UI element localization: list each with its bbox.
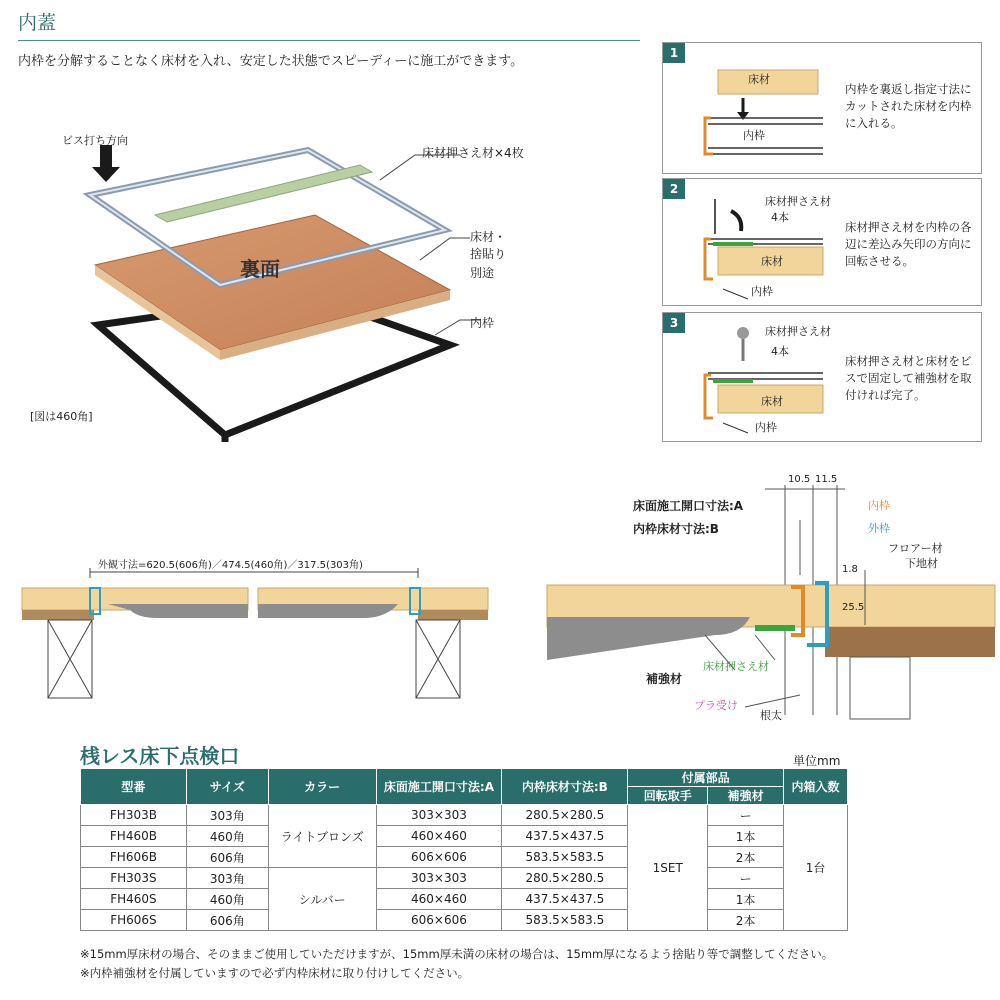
- dim-1-8: 1.8: [842, 564, 858, 575]
- table-row: [81, 847, 848, 868]
- cell-model: FH460S: [81, 889, 187, 910]
- step-number-1: 1: [663, 43, 685, 63]
- screw-direction-label: ビス打ち方向: [62, 134, 128, 147]
- cell-color-silver: シルバー: [268, 868, 376, 931]
- cell-size: 460角: [186, 889, 268, 910]
- cell-reinforce: 1本: [708, 889, 784, 910]
- cell-model: FH460B: [81, 826, 187, 847]
- table-title: 桟レス床下点検口: [80, 744, 240, 768]
- header-color: カラー: [268, 769, 376, 805]
- cell-qty: 1台: [784, 805, 848, 931]
- step-1-text: 内枠を裏返し指定寸法にカットされた床材を内枠に入れる。: [845, 82, 972, 130]
- cell-dim-b: 583.5×583.5: [502, 910, 628, 931]
- step-3-holder-label: 床材押さえ材: [765, 325, 831, 338]
- note-2: ※内枠補強材を付属していますので必ず内枠床材に取り付けしてください。: [80, 966, 470, 980]
- cell-color-bronze: ライトブロンズ: [268, 805, 376, 868]
- step-3-frame-label: 内枠: [755, 421, 777, 434]
- subfloor-label: 下地材: [905, 557, 938, 570]
- header-handle: 回転取手: [628, 787, 708, 805]
- reinforcement-label: 補強材: [646, 672, 683, 686]
- header-model: 型番: [81, 769, 187, 805]
- cell-model: FH606S: [81, 910, 187, 931]
- cell-reinforce: ー: [708, 868, 784, 889]
- step-1-floor-label: 床材: [748, 73, 770, 86]
- step-3-floor-label: 床材: [761, 395, 783, 408]
- cell-size: 303角: [186, 868, 268, 889]
- step-box-1: [662, 42, 982, 174]
- cell-dim-a: 460×460: [376, 826, 502, 847]
- cell-reinforce: 2本: [708, 847, 784, 868]
- cell-size: 606角: [186, 910, 268, 931]
- header-parts: 付属部品: [628, 769, 784, 787]
- cell-dim-b: 583.5×583.5: [502, 847, 628, 868]
- header-reinforce: 補強材: [708, 787, 784, 805]
- opening-dim-a-label: 床面施工開口寸法:A: [633, 499, 744, 513]
- step-2-frame-label: 内枠: [751, 285, 773, 298]
- section-inner-frame-label: 内枠: [868, 499, 890, 512]
- cell-dim-a: 303×303: [376, 805, 502, 826]
- figure-note: [図は460角]: [30, 410, 93, 423]
- cell-handle: 1SET: [628, 805, 708, 931]
- cell-size: 606角: [186, 847, 268, 868]
- table-row: [81, 889, 848, 910]
- step-2-holder-label: 床材押さえ材: [765, 195, 831, 208]
- table-row: [81, 910, 848, 931]
- cell-dim-a: 606×606: [376, 910, 502, 931]
- cell-size: 303角: [186, 805, 268, 826]
- step-3-text: 床材押さえ材と床材をビスで固定して補強材を取付ければ完了。: [845, 354, 972, 402]
- flooring-label: フロアー材: [888, 542, 943, 555]
- spec-table: [80, 768, 848, 931]
- cell-dim-b: 437.5×437.5: [502, 826, 628, 847]
- step-2-floor-label: 床材: [761, 255, 783, 268]
- table-row: [81, 868, 848, 889]
- plastic-receiver-label: プラ受け: [694, 699, 738, 712]
- left-cross-section: [18, 568, 493, 703]
- unit-label: 単位mm: [793, 754, 841, 768]
- cell-model: FH606B: [81, 847, 187, 868]
- header-dim-a: 床面施工開口寸法:A: [376, 769, 502, 805]
- table-row: [81, 805, 848, 826]
- screw-arrow-shaft: [100, 145, 112, 167]
- outer-dimension-label: 外観寸法=620.5(606角)／474.5(460角)／317.5(303角): [98, 560, 363, 571]
- header-size: サイズ: [186, 769, 268, 805]
- screw-arrow-head: [92, 167, 120, 182]
- step-2-count-label: 4本: [771, 211, 789, 224]
- dim-11-5: 11.5: [815, 474, 838, 485]
- header-dim-b: 内枠床材寸法:B: [502, 769, 628, 805]
- floor-material-label-2: 捨貼り: [470, 247, 507, 261]
- cell-model: FH303S: [81, 868, 187, 889]
- right-cross-section: [545, 475, 1000, 725]
- step-1-frame-label: 内枠: [743, 129, 765, 142]
- exploded-view-illustration: [40, 120, 560, 450]
- section-holder-label: 床材押さえ材: [703, 660, 769, 673]
- cell-reinforce: 2本: [708, 910, 784, 931]
- step-2-text: 床材押さえ材を内枠の各辺に差込み矢印の方向に回転させる。: [845, 220, 972, 268]
- cell-reinforce: 1本: [708, 826, 784, 847]
- cell-dim-a: 606×606: [376, 847, 502, 868]
- cell-dim-b: 280.5×280.5: [502, 805, 628, 826]
- step-number-2: 2: [663, 179, 685, 199]
- joist-label: 根太: [760, 709, 782, 722]
- title-divider: [18, 40, 640, 41]
- back-side-label: 裏面: [240, 257, 280, 281]
- dim-10-5: 10.5: [788, 474, 811, 485]
- cell-reinforce: ー: [708, 805, 784, 826]
- separately-label: 別途: [470, 266, 495, 280]
- inner-frame-label: 内枠: [470, 316, 495, 330]
- cell-size: 460角: [186, 826, 268, 847]
- cell-dim-a: 303×303: [376, 868, 502, 889]
- cell-model: FH303B: [81, 805, 187, 826]
- section-title: 内蓋: [18, 12, 57, 34]
- intro-text: 内枠を分解することなく床材を入れ、安定した状態でスピーディーに施工ができます。: [18, 54, 524, 69]
- step-number-3: 3: [663, 313, 685, 333]
- cell-dim-b: 280.5×280.5: [502, 868, 628, 889]
- inner-floor-dim-b-label: 内枠床材寸法:B: [633, 522, 719, 536]
- step-box-2: [662, 178, 982, 306]
- floor-holder-label: 床材押さえ材×4枚: [422, 146, 524, 160]
- step-3-count-label: 4本: [771, 345, 789, 358]
- cell-dim-b: 437.5×437.5: [502, 889, 628, 910]
- header-qty: 内箱入数: [784, 769, 848, 805]
- floor-material-label-1: 床材・: [470, 230, 507, 244]
- step-box-3: [662, 312, 982, 442]
- section-outer-frame-label: 外枠: [868, 522, 890, 535]
- note-1: ※15mm厚床材の場合、そのままご使用していただけますが、15mm厚未満の床材の場合は、15mm厚になるよう捨貼り等で調整してください。: [80, 947, 834, 961]
- cell-dim-a: 460×460: [376, 889, 502, 910]
- table-row: [81, 826, 848, 847]
- dim-25-5: 25.5: [842, 602, 865, 613]
